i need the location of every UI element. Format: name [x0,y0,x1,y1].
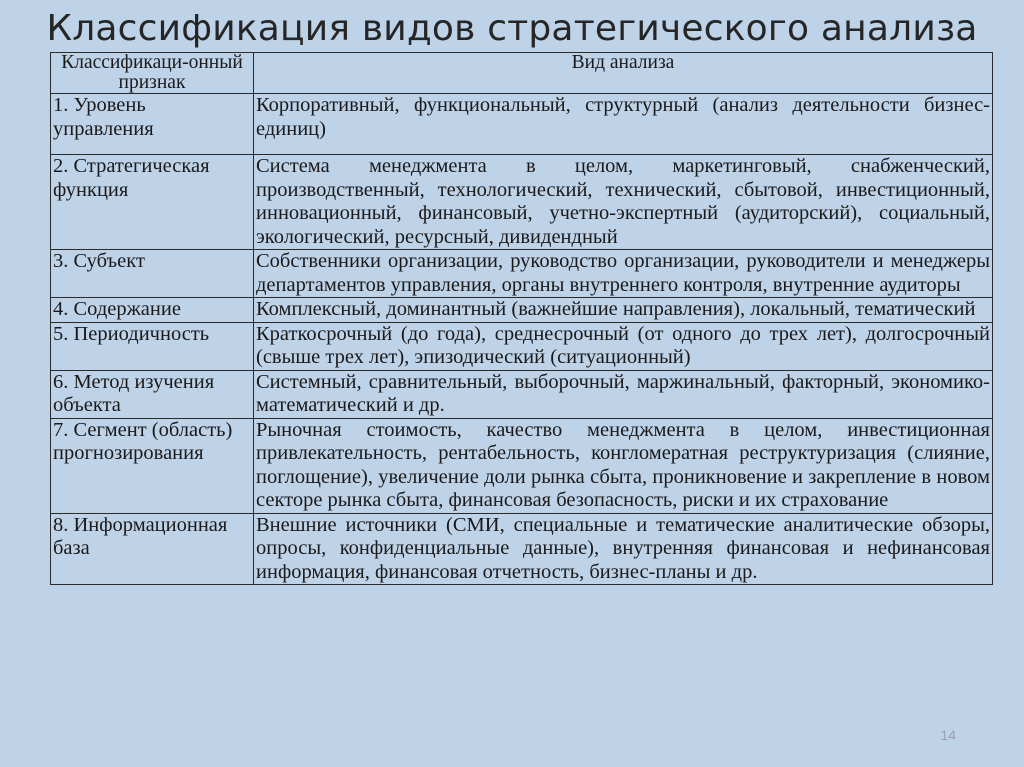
row-analysis-types: Корпоративный, функциональный, структурный (анализ деятельности бизнес-единиц) [254,94,993,155]
table-row [51,322,993,370]
header-analysis-type: Вид анализа [254,53,993,94]
row-attribute: 3. Субъект [51,250,254,298]
row-analysis-types: Комплексный, доминантный (важнейшие направления), локальный, тематический [254,298,993,323]
row-analysis-types: Рыночная стоимость, качество менеджмента в целом, инвестиционная привлекательность, рентабельность, конгломератная реструктуризация (слияние, поглощение), увеличение доли рынка сбыта, проникновение и закрепление в новом секторе рынка сбыта, финансовая безопасность, риски и их страхование [254,418,993,513]
table-row [51,513,993,585]
table-row [51,155,993,250]
row-attribute: 1. Уровень управления [51,94,254,155]
row-attribute: 2. Стратегическая функция [51,155,254,250]
row-attribute: 7. Сегмент (область) прогнозирования [51,418,254,513]
row-analysis-types: Внешние источники (СМИ, специальные и тематические аналитические обзоры, опросы, конфиденциальные данные), внутренняя финансовая и нефинансовая информация, финансовая отчетность, бизнес-планы и др. [254,513,993,585]
header-attribute: Классификаци-онный признак [51,53,254,94]
row-analysis-types: Системный, сравнительный, выборочный, маржинальный, факторный, экономико-математический и др. [254,370,993,418]
row-attribute: 6. Метод изучения объекта [51,370,254,418]
row-analysis-types: Собственники организации, руководство организации, руководители и менеджеры департаментов управления, органы внутреннего контроля, внутренние аудиторы [254,250,993,298]
row-attribute: 4. Содержание [51,298,254,323]
row-analysis-types: Краткосрочный (до года), среднесрочный (от одного до трех лет), долгосрочный (свыше трех лет), эпизодический (ситуационный) [254,322,993,370]
classification-table [50,52,993,585]
row-attribute: 8. Информационная база [51,513,254,585]
row-attribute: 5. Периодичность [51,322,254,370]
table-row [51,418,993,513]
slide-title: Классификация видов стратегического анализа [46,8,978,49]
table-row [51,370,993,418]
table-row [51,298,993,323]
table-header-row [51,53,993,94]
row-analysis-types: Система менеджмента в целом, маркетинговый, снабженческий, производственный, технологический, технический, сбытовой, инвестиционный, инновационный, финансовый, учетно-экспертный (аудиторский), социальный, экологический, ресурсный, дивидендный [254,155,993,250]
table-row [51,94,993,155]
table-row [51,250,993,298]
page-number: 14 [940,727,956,743]
